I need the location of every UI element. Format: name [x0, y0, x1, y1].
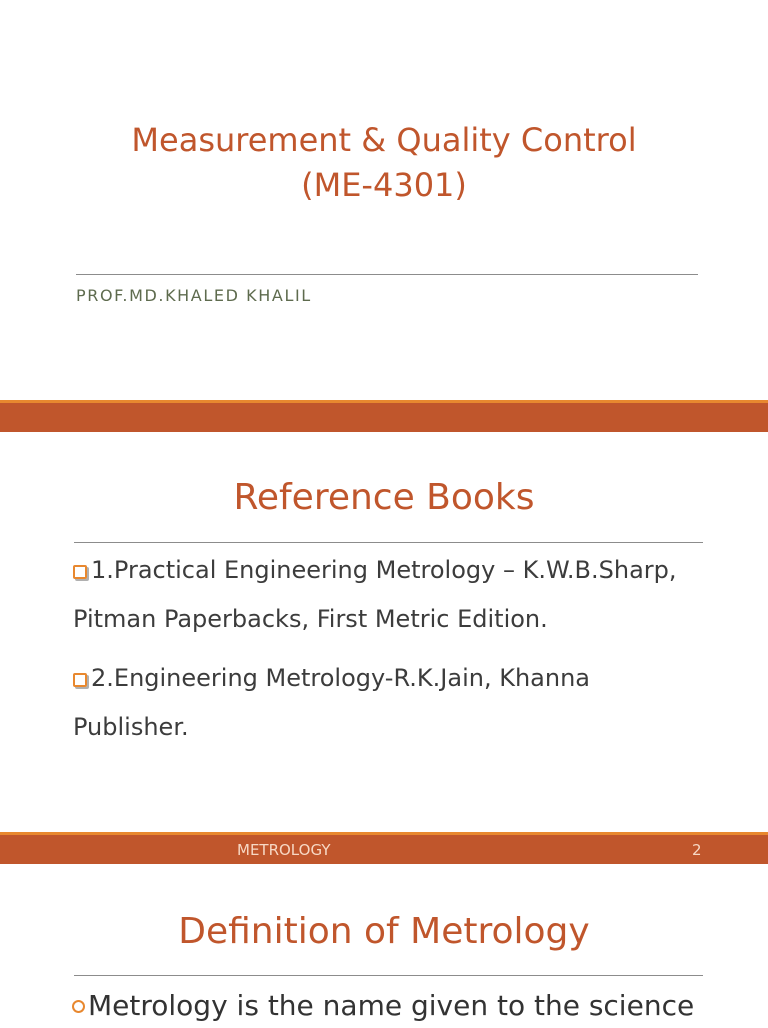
slide-title	[0, 118, 768, 208]
reference-books-slide	[0, 432, 768, 832]
title-divider	[76, 274, 698, 275]
slide-heading: Definition of Metrology	[178, 911, 590, 952]
list-item-text: 2.Engineering Metrology-R.K.Jain, Khanna Publisher.	[73, 664, 590, 741]
circle-bullet-icon	[72, 1000, 85, 1013]
list-item	[72, 984, 762, 1028]
presenter-name: PROF.MD.KHALED KHALIL	[76, 286, 312, 305]
slide-heading: Reference Books	[233, 477, 535, 518]
list-item	[73, 654, 713, 752]
title-slide	[0, 0, 768, 400]
slide-title-line1: Measurement & Quality Control	[131, 121, 637, 159]
heading-divider	[74, 975, 703, 976]
page-number: 2	[692, 841, 702, 859]
list-item-text: 1.Practical Engineering Metrology – K.W.B.Sharp, Pitman Paperbacks, First Metric Edition.	[73, 556, 677, 633]
reference-list	[73, 546, 713, 752]
footer-label: METROLOGY	[237, 841, 331, 859]
slide-footer-band	[0, 832, 768, 865]
list-item	[73, 546, 713, 644]
heading-divider	[74, 542, 703, 543]
checkbox-bullet-icon	[73, 673, 87, 687]
list-item-text: Metrology is the name given to the science	[88, 989, 695, 1022]
slide-separator-band	[0, 400, 768, 432]
checkbox-bullet-icon	[73, 565, 87, 579]
definition-slide	[0, 864, 768, 1024]
slide-footer	[0, 835, 768, 865]
slide-title-line2: (ME-4301)	[301, 166, 467, 204]
